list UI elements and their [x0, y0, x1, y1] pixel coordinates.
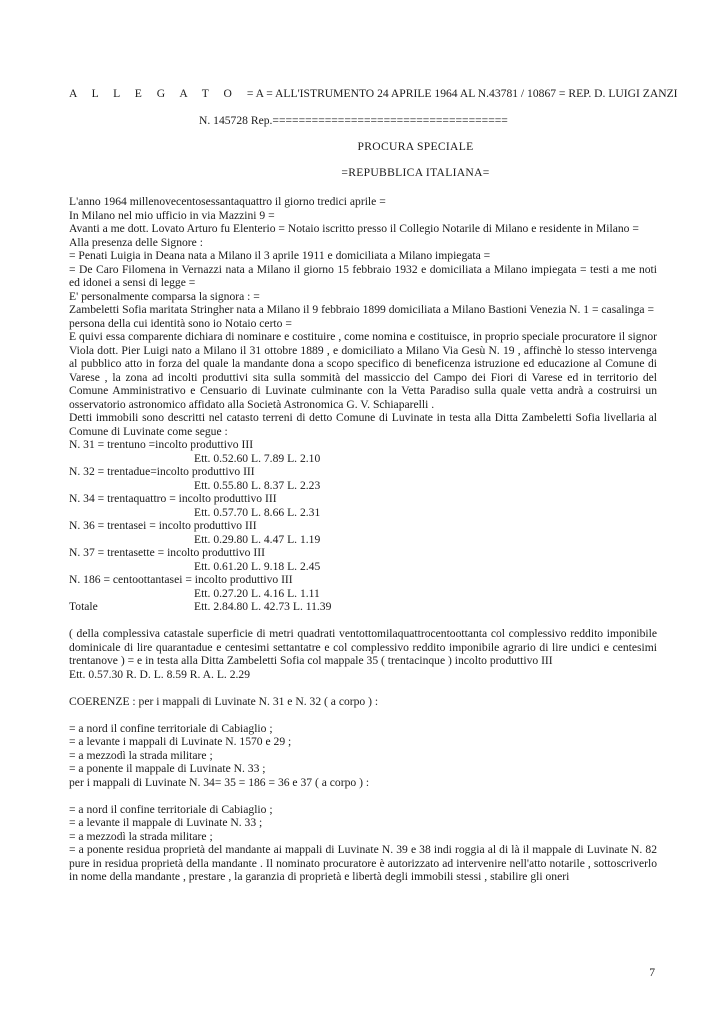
coerenze-heading: COERENZE : per i mappali di Luvinate N. 31 e N. 32 ( a corpo ) :: [69, 694, 379, 708]
document-page: [69, 84, 678, 884]
coerenze-item: = a nord il confine territoriale di Cabiaglio ;: [69, 721, 273, 735]
coerenze-group2-heading: per i mappali di Luvinate N. 34= 35 = 186 = 36 e 37 ( a corpo ) :: [69, 775, 370, 789]
coerenze-item: = a mezzodì la strada militare ;: [69, 748, 213, 762]
intro-paragraph: Zambeletti Sofia maritata Stringher nata a Milano il 9 febbraio 1899 domiciliata a Milano Bastioni Venezia N. 1 = casalinga =: [69, 303, 654, 316]
coerenze-item: = a ponente residua proprietà del mandante ai mappali di Luvinate N. 39 e 38 indi roggia al di là il mappale di Luvinate N. 82 pure in residua proprietà della mandante . Il nominato procuratore è autorizzato ad intervenire nell'atto notarile , sottoscriverlo in nome della mandante , prestare , la garanzia di proprietà e libertà degli immobili stessi , stabilire gli oneri: [69, 843, 657, 883]
intro-paragraph: Detti immobili sono descritti nel catasto terreni di detto Comune di Luvinate in testa alla Ditta Zambeletti Sofia livellaria al Comune di Luvinate come segue :: [69, 411, 657, 438]
parcel-label: N. 34 = trentaquattro = incolto produttivo III: [69, 492, 277, 505]
coerenze-item: = a mezzodì la strada militare ;: [69, 829, 213, 843]
totale-value: Ett. 2.84.80 L. 42.73 L. 11.39: [194, 600, 332, 613]
repubblica-title: =REPUBBLICA ITALIANA=: [341, 166, 490, 179]
coerenze-item: = a levante i mappali di Luvinate N. 1570 e 29 ;: [69, 735, 292, 748]
intro-paragraph: = De Caro Filomena in Vernazzi nata a Milano il giorno 15 febbraio 1932 e domiciliata a Milano impiegata = testi a me noti ed idonei a sensi di legge =: [69, 262, 657, 289]
spacer: [69, 789, 657, 803]
parcel-label: N. 31 = trentuno =incolto produttivo III: [69, 438, 254, 451]
totale-row: [69, 600, 657, 614]
parcel-detail: Ett. 0.52.60 L. 7.89 L. 2.10: [194, 451, 321, 465]
intro-paragraph: L'anno 1964 millenovecentosessantaquattro il giorno tredici aprile =: [69, 195, 386, 208]
document-body: [69, 195, 657, 884]
parcel-label: N. 32 = trentadue=incolto produttivo III: [69, 465, 255, 478]
intro-paragraph: Avanti a me dott. Lovato Arturo fu Elenterio = Notaio iscritto presso il Collegio Notarile di Milano e residente in Milano =: [69, 222, 639, 235]
allegato-header: [69, 84, 678, 104]
mappale-35-values: Ett. 0.57.30 R. D. L. 8.59 R. A. L. 2.29: [69, 667, 250, 681]
parcel-detail: Ett. 0.61.20 L. 9.18 L. 2.45: [194, 559, 321, 573]
intro-paragraph: Alla presenza delle Signore :: [69, 235, 203, 249]
parcel-detail: Ett. 0.57.70 L. 8.66 L. 2.31: [194, 505, 321, 519]
intro-paragraph: E quivi essa comparente dichiara di nominare e costituire , come nomina e costituisce, in proprio speciale procuratore il signor Viola dott. Pier Luigi nato a Milano il 31 ottobre 1889 , e domiciliato a Milano Via Gesù N. 19 , affinchè lo stesso intervenga al pubblico atto in forza del quale la mandante dona a scopo specifico di beneficenza istruzione ed educazione al Comune di Varese , la zona ad incolti produttivi sita sulla sommità del massiccio del Campo dei Fiori di Varese ed in territorio del Comune Amministrativo e Censuario di Luvinate culminante con la Vetta Paradiso sulla quale vetta andrà a costruirsi un osservatorio astronomico affidato alla Società Astronomica G. V. Schiaparelli .: [69, 330, 657, 411]
intro-paragraph: In Milano nel mio ufficio in via Mazzini 9 =: [69, 208, 275, 222]
parcel-label: N. 186 = centoottantasei = incolto produttivo III: [69, 573, 293, 586]
coerenze-item: = a ponente il mappale di Luvinate N. 33 ;: [69, 762, 266, 775]
intro-paragraph: persona della cui identità sono io Notaio certo =: [69, 316, 292, 330]
allegato-word: A L L E G A T O: [69, 87, 238, 100]
allegato-header-rest: = A = ALL'ISTRUMENTO 24 APRILE 1964 AL N.43781 / 10867 = REP. D. LUIGI ZANZI: [246, 87, 678, 100]
spacer: [69, 681, 657, 695]
repertorio-line: N. 145728 Rep.====================================: [199, 114, 508, 127]
parcel-detail: Ett. 0.29.80 L. 4.47 L. 1.19: [194, 532, 321, 546]
parcel-label: N. 37 = trentasette = incolto produttivo III: [69, 546, 265, 559]
parcel-detail: Ett. 0.55.80 L. 8.37 L. 2.23: [194, 478, 321, 492]
page-number: 7: [649, 966, 655, 979]
intro-paragraph: = Penati Luigia in Deana nata a Milano il 3 aprile 1911 e domiciliata a Milano impiegata =: [69, 249, 491, 262]
spacer: [69, 614, 657, 628]
coerenze-item: = a levante il mappale di Luvinate N. 33 ;: [69, 816, 263, 829]
complessiva-paragraph: ( della complessiva catastale superficie di metri quadrati ventottomilaquattrocentoottanta col complessivo reddito imponibile dominicale di lire quarantadue e centesimi settantatre e col complessivo reddito imponibile agrario di lire undici e centesimi trentanove ) = e in testa alla Ditta Zambeletti Sofia col mappale 35 ( trentacinque ) incolto produttivo III: [69, 627, 657, 667]
spacer: [69, 708, 657, 722]
intro-paragraph: E' personalmente comparsa la signora : =: [69, 289, 260, 303]
parcel-label: N. 36 = trentasei = incolto produttivo III: [69, 519, 257, 532]
coerenze-item: = a nord il confine territoriale di Cabiaglio ;: [69, 802, 273, 816]
totale-label: Totale: [69, 600, 98, 613]
procura-title: PROCURA SPECIALE: [357, 140, 474, 153]
parcel-detail: Ett. 0.27.20 L. 4.16 L. 1.11: [194, 586, 320, 600]
